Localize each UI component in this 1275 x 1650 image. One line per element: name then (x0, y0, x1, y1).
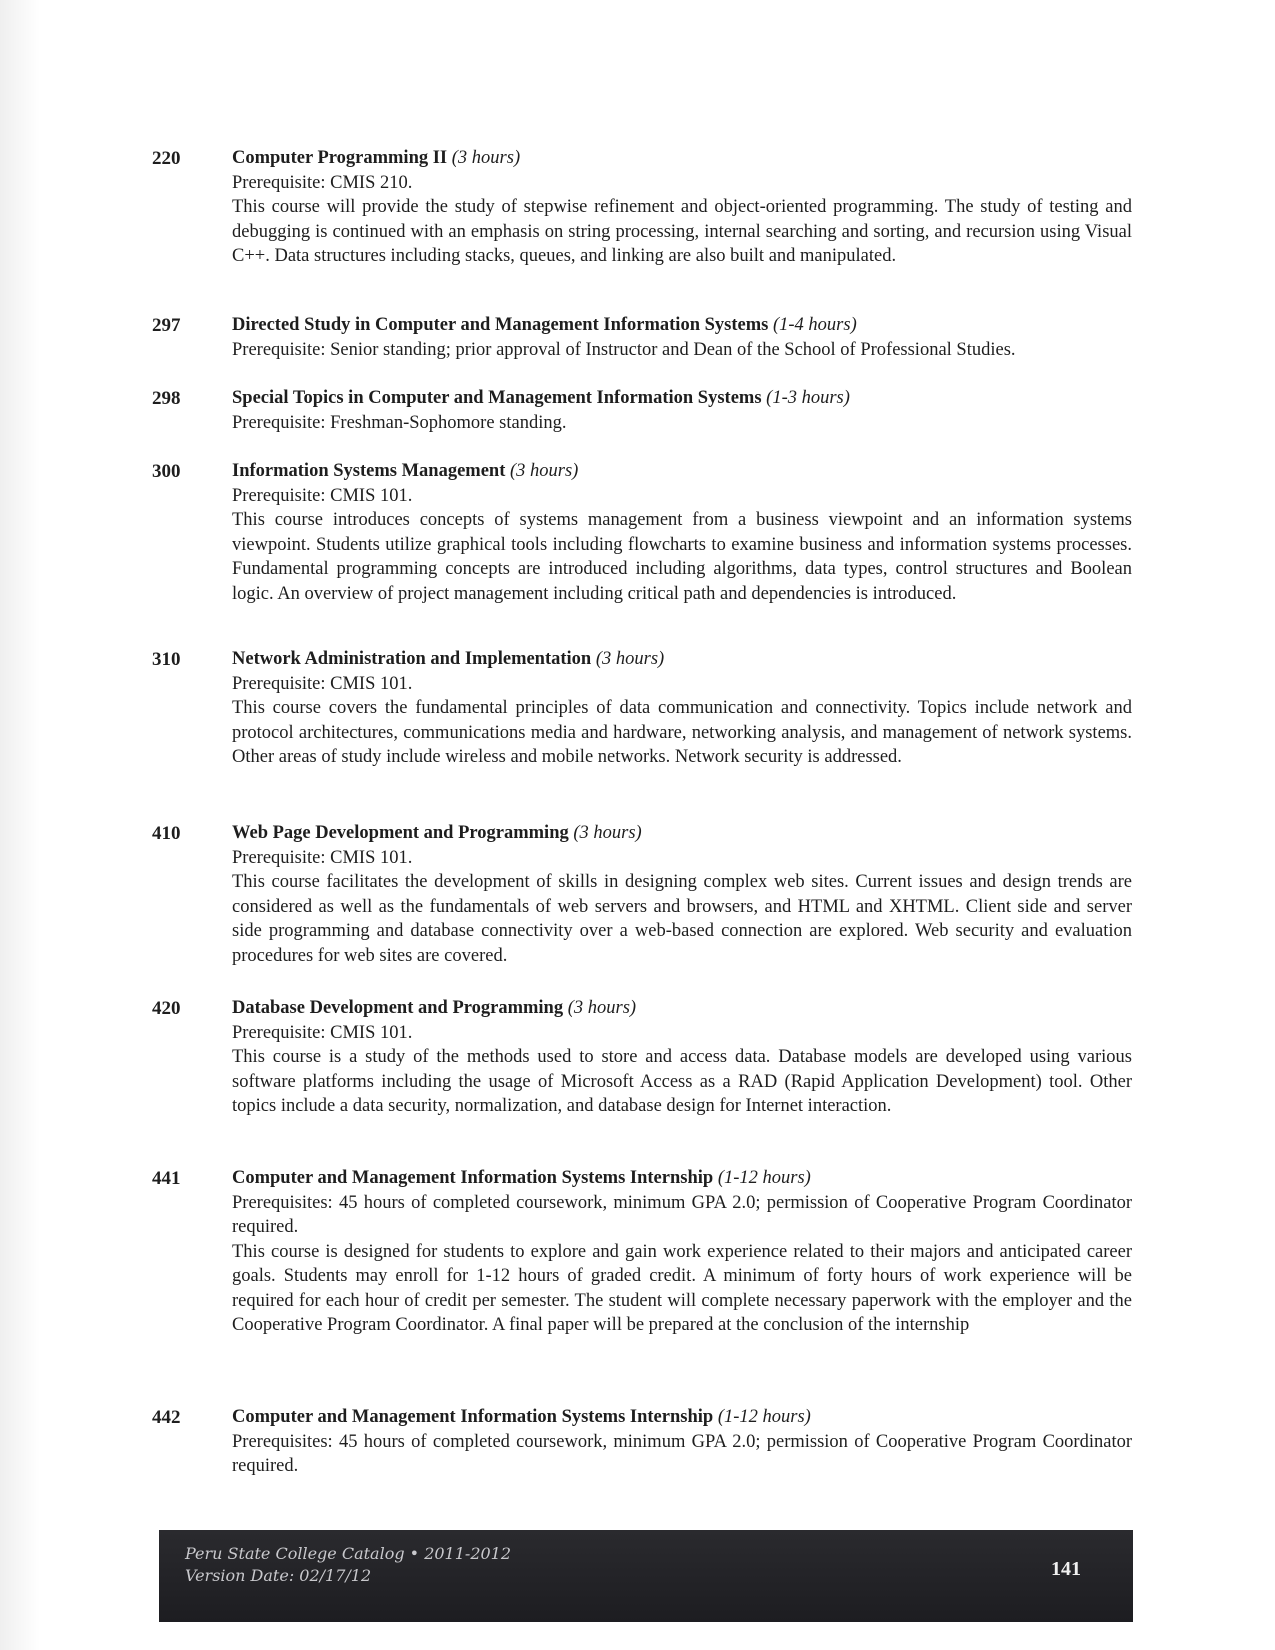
course-title: Information Systems Management (232, 461, 506, 481)
course-title: Directed Study in Computer and Management Information Systems (232, 315, 769, 335)
course-number: 297 (152, 315, 181, 336)
course-heading (232, 313, 1132, 338)
course-description: This course is designed for students to explore and gain work experience related to their majors and anticipated career goals. Students may enroll for 1-12 hours of graded credit. A minimum of forty hours of work experience will be required for each hour of credit per semester. The student will complete necessary paperwork with the employer and the Cooperative Program Coordinator. A final paper will be prepared at the conclusion of the internship (232, 1241, 1132, 1335)
course-prerequisite: Prerequisite: CMIS 101. (232, 1022, 413, 1043)
course-heading (232, 647, 1132, 672)
course-hours: (3 hours) (451, 148, 521, 168)
course-hours: (1-4 hours) (772, 315, 857, 335)
course-hours: (3 hours) (510, 461, 579, 481)
page-number: 141 (1051, 1558, 1081, 1580)
course-number: 298 (152, 388, 181, 409)
course-title: Special Topics in Computer and Management Information Systems (232, 388, 762, 408)
course-heading (232, 1405, 1132, 1430)
footer-catalog-title: Peru State College Catalog • 2011-2012 (185, 1544, 512, 1563)
course-prerequisite: Prerequisite: Freshman-Sophomore standing. (232, 412, 567, 433)
course-title: Computer and Management Information Systems Internship (232, 1168, 714, 1188)
course-number: 441 (152, 1168, 181, 1189)
course-entry (152, 821, 1132, 968)
course-hours: (1-12 hours) (717, 1407, 811, 1427)
course-entry (152, 1405, 1132, 1479)
course-hours: (1-12 hours) (717, 1168, 811, 1188)
course-description: This course will provide the study of stepwise refinement and object-oriented programming. The study of testing and debugging is continued with an emphasis on string processing, internal searching and sorting, and recursion using Visual C++. Data structures including stacks, queues, and linking are also built and manipulated. (232, 197, 1132, 266)
course-prerequisite: Prerequisite: CMIS 101. (232, 673, 413, 694)
course-number: 410 (152, 823, 181, 844)
course-heading (232, 821, 1132, 846)
course-heading (232, 146, 1132, 171)
course-heading (232, 459, 1132, 484)
course-prerequisite: Prerequisite: CMIS 210. (232, 172, 413, 193)
course-hours: (3 hours) (567, 998, 637, 1018)
course-heading (232, 1166, 1132, 1191)
course-hours: (3 hours) (573, 823, 642, 843)
course-entry (152, 313, 1132, 362)
course-entry (152, 996, 1132, 1119)
course-hours: (1-3 hours) (766, 388, 850, 408)
course-number: 442 (152, 1407, 181, 1428)
course-prerequisite: Prerequisites: 45 hours of completed coursework, minimum GPA 2.0; permission of Cooperative Program Coordinator required. (232, 1431, 1132, 1476)
course-prerequisite: Prerequisite: CMIS 101. (232, 485, 413, 506)
course-title: Computer Programming II (232, 148, 448, 168)
footer-version-date: Version Date: 02/17/12 (185, 1566, 372, 1585)
course-entry (152, 146, 1132, 269)
course-number: 220 (152, 148, 181, 169)
course-heading (232, 996, 1132, 1021)
page-edge-shadow (0, 0, 40, 1650)
page-footer (159, 1530, 1133, 1622)
course-entry (152, 386, 1132, 435)
course-title: Network Administration and Implementation (232, 649, 592, 669)
course-title: Computer and Management Information Systems Internship (232, 1407, 714, 1427)
course-prerequisite: Prerequisite: CMIS 101. (232, 847, 413, 868)
course-entry (152, 647, 1132, 770)
course-heading (232, 386, 1132, 411)
course-description: This course facilitates the development of skills in designing complex web sites. Current issues and design trends are considered as well as the fundamentals of web servers and browsers, and HTML and XHTML. Client side and server side programming and database connectivity over a web-based connection are explored. Web security and evaluation procedures for web sites are covered. (232, 872, 1132, 966)
course-prerequisite: Prerequisite: Senior standing; prior approval of Instructor and Dean of the School of Professional Studies. (232, 339, 1016, 360)
course-prerequisite: Prerequisites: 45 hours of completed coursework, minimum GPA 2.0; permission of Cooperative Program Coordinator required. (232, 1192, 1132, 1237)
course-number: 420 (152, 998, 181, 1019)
course-description: This course covers the fundamental principles of data communication and connectivity. Topics include network and protocol architectures, communications media and hardware, networking analysis, and management of network systems. Other areas of study include wireless and mobile networks. Network security is addressed. (232, 698, 1132, 767)
course-entry (152, 459, 1132, 606)
course-description: This course is a study of the methods used to store and access data. Database models are developed using various software platforms including the usage of Microsoft Access as a RAD (Rapid Application Development) tool. Other topics include a data security, normalization, and database design for Internet interaction. (232, 1047, 1132, 1116)
course-title: Database Development and Programming (232, 998, 564, 1018)
course-number: 310 (152, 649, 181, 670)
course-hours: (3 hours) (595, 649, 665, 669)
course-entry (152, 1166, 1132, 1338)
course-description: This course introduces concepts of systems management from a business viewpoint and an information systems viewpoint. Students utilize graphical tools including flowcharts to examine business and information systems processes. Fundamental programming concepts are introduced including algorithms, data types, control structures and Boolean logic. An overview of project management including critical path and dependencies is introduced. (232, 510, 1132, 604)
course-number: 300 (152, 461, 181, 482)
course-title: Web Page Development and Programming (232, 823, 569, 843)
